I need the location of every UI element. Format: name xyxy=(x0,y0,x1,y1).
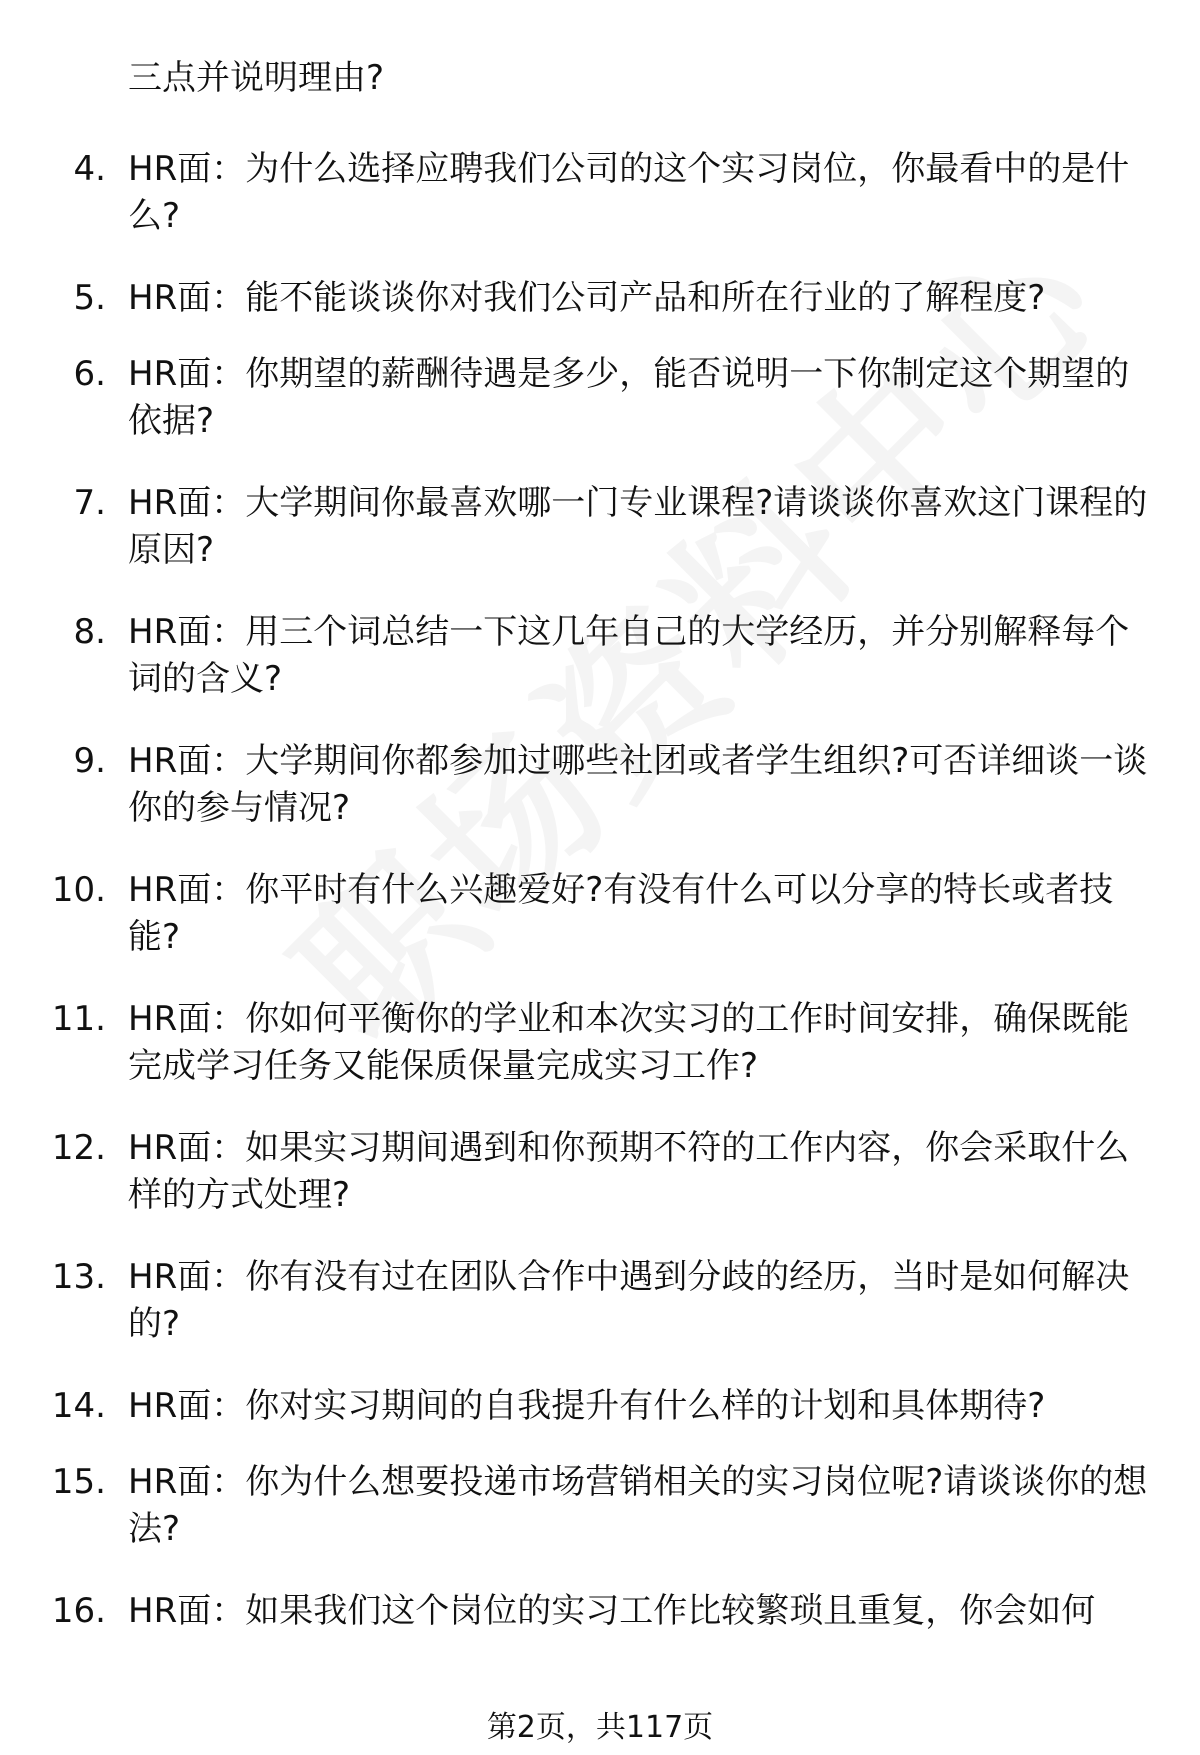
list-item xyxy=(0,480,1200,609)
list-item xyxy=(0,1125,1200,1254)
question-text: HR面：你平时有什么兴趣爱好?有没有什么可以分享的特长或者技能? xyxy=(128,870,1114,957)
list-item xyxy=(0,1588,1200,1648)
question-text: HR面：如果实习期间遇到和你预期不符的工作内容，你会采取什么样的方式处理? xyxy=(128,1128,1130,1215)
list-item xyxy=(0,1254,1200,1383)
question-text: HR面：你为什么想要投递市场营销相关的实习岗位呢?请谈谈你的想法? xyxy=(128,1462,1148,1549)
question-text: HR面：如果我们这个岗位的实习工作比较繁琐且重复，你会如何 xyxy=(128,1591,1096,1631)
item-number: 5. xyxy=(73,278,106,318)
item-number: 10. xyxy=(51,870,106,910)
item-number: 16. xyxy=(51,1591,106,1631)
list-item xyxy=(0,1383,1200,1459)
item-number: 15. xyxy=(51,1462,106,1502)
question-text: HR面：用三个词总结一下这几年自己的大学经历，并分别解释每个词的含义? xyxy=(128,612,1130,699)
question-text: HR面：你对实习期间的自我提升有什么样的计划和具体期待? xyxy=(128,1386,1046,1426)
item-number: 11. xyxy=(51,999,106,1039)
item-number: 6. xyxy=(73,354,106,394)
page-number-footer: 第2页，共117页 xyxy=(486,1710,714,1745)
list-item xyxy=(0,738,1200,867)
item-number: 14. xyxy=(51,1386,106,1426)
list-item xyxy=(0,351,1200,480)
item-number: 8. xyxy=(73,612,106,652)
continued-question-text: 三点并说明理由? xyxy=(128,58,385,98)
list-item xyxy=(0,867,1200,996)
question-text: HR面：你有没有过在团队合作中遇到分歧的经历，当时是如何解决的? xyxy=(128,1257,1130,1344)
list-item xyxy=(0,275,1200,351)
list-item xyxy=(0,996,1200,1125)
list-item xyxy=(0,609,1200,738)
item-number: 7. xyxy=(73,483,106,523)
question-list xyxy=(0,146,1200,1648)
item-number: 4. xyxy=(73,149,106,189)
question-text: HR面：为什么选择应聘我们公司的这个实习岗位，你最看中的是什么? xyxy=(128,149,1130,236)
list-item xyxy=(0,146,1200,275)
question-text: HR面：你期望的薪酬待遇是多少，能否说明一下你制定这个期望的依据? xyxy=(128,354,1130,441)
list-item xyxy=(0,1459,1200,1588)
item-number: 13. xyxy=(51,1257,106,1297)
item-number: 12. xyxy=(51,1128,106,1168)
question-text: HR面：大学期间你都参加过哪些社团或者学生组织?可否详细谈一谈你的参与情况? xyxy=(128,741,1148,828)
item-number: 9. xyxy=(73,741,106,781)
question-text: HR面：能不能谈谈你对我们公司产品和所在行业的了解程度? xyxy=(128,278,1046,318)
question-text: HR面：大学期间你最喜欢哪一门专业课程?请谈谈你喜欢这门课程的原因? xyxy=(128,483,1148,570)
question-text: HR面：你如何平衡你的学业和本次实习的工作时间安排，确保既能完成学习任务又能保质保量完成实习工作? xyxy=(128,999,1130,1086)
